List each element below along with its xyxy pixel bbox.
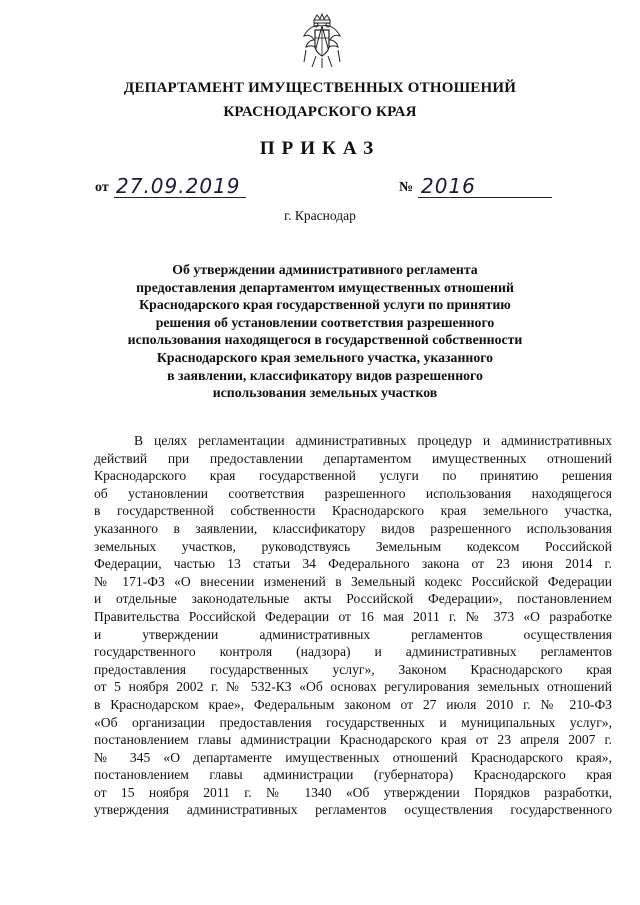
date-label: от [95, 180, 109, 195]
body-line: постановлением главы администрации (губернатора) Краснодарского края [94, 767, 612, 783]
document-subject [120, 261, 530, 402]
body-line: действий при предоставлении департаментом имущественных отношений [94, 450, 612, 466]
document-date: 27.09.2019 [116, 174, 241, 198]
body-line: указанного в заявлении, классификатору видов разрешенного использования [94, 520, 612, 536]
body-line: в государственной собственности Краснодарского края земельного участка, [94, 503, 612, 519]
body-line: № 345 «О департаменте имущественных отношений Краснодарского края», [94, 749, 612, 765]
subject-line: Об утверждении административного регламента [172, 262, 478, 277]
subject-line: Краснодарского края земельного участка, указанного [156, 349, 494, 365]
department-name-line1: ДЕПАРТАМЕНТ ИМУЩЕСТВЕННЫХ ОТНОШЕНИЙ [123, 80, 517, 96]
subject-line: в заявлении, классификатору видов разрешенного [167, 367, 483, 383]
city-name: г. Краснодар [284, 208, 356, 223]
body-line: в Краснодарском крае», Федеральным законом от 27 июля 2010 г. № 210-ФЗ [94, 696, 612, 712]
date-underline [114, 197, 246, 198]
body-line: Правительства Российской Федерации от 16 мая 2011 г. № 373 «О разработке [94, 608, 612, 624]
body-line: и отдельные законодательные акты Российской Федерации», постановлением [94, 591, 612, 607]
body-line: В целях регламентации административных процедур и административных [134, 433, 612, 448]
number-label: № [399, 180, 414, 195]
subject-line: решения об установлении соответствия разрешенного [155, 314, 495, 330]
subject-line: Краснодарского края государственной услуги по принятию [139, 297, 511, 313]
subject-line: предоставления департаментом имущественных отношений [136, 279, 514, 295]
body-line: № 171-ФЗ «О внесении изменений в Земельный кодекс Российской Федерации [94, 573, 612, 589]
document-number: 2016 [421, 174, 476, 198]
date-number-row [0, 174, 640, 204]
body-line: земельных участков, руководствуясь Земельным кодексом Российской [94, 538, 612, 554]
body-line: Федерации, частью 13 статьи 34 Федерального закона от 23 июня 2014 г. [94, 556, 612, 572]
document-type-title: ПРИКАЗ [259, 138, 381, 159]
body-line: предоставления государственных услуг», Законом Краснодарского края [94, 661, 612, 677]
department-name-line2: КРАСНОДАРСКОГО КРАЯ [223, 104, 417, 120]
body-line: и утверждении административных регламентов осуществления [94, 626, 612, 642]
body-line: об установлении соответствия разрешенного использования находящегося [94, 485, 612, 501]
body-line: от 5 ноября 2002 г. № 532-КЗ «Об основах регулирования земельных отношений [94, 679, 612, 695]
body-line: постановлением главы администрации Краснодарского края от 23 апреля 2007 г. [94, 732, 612, 748]
body-line: государственного контроля (надзора) и административных регламентов [94, 644, 612, 660]
subject-line: использования находящегося в государственной собственности [127, 332, 523, 348]
subject-line: использования земельных участков [212, 385, 438, 401]
body-paragraph [94, 432, 612, 819]
krasnodar-coat-of-arms-icon [300, 12, 344, 70]
body-line: утверждения административных регламентов осуществления государственного [94, 802, 612, 818]
body-line: от 15 ноября 2011 г. № 1340 «Об утверждении Порядков разработки, [94, 784, 612, 800]
body-line: Краснодарского края государственной услуги по принятию решения [94, 468, 612, 484]
number-underline [418, 197, 552, 198]
body-line: «Об организации предоставления государственных и муниципальных услуг», [94, 714, 612, 730]
